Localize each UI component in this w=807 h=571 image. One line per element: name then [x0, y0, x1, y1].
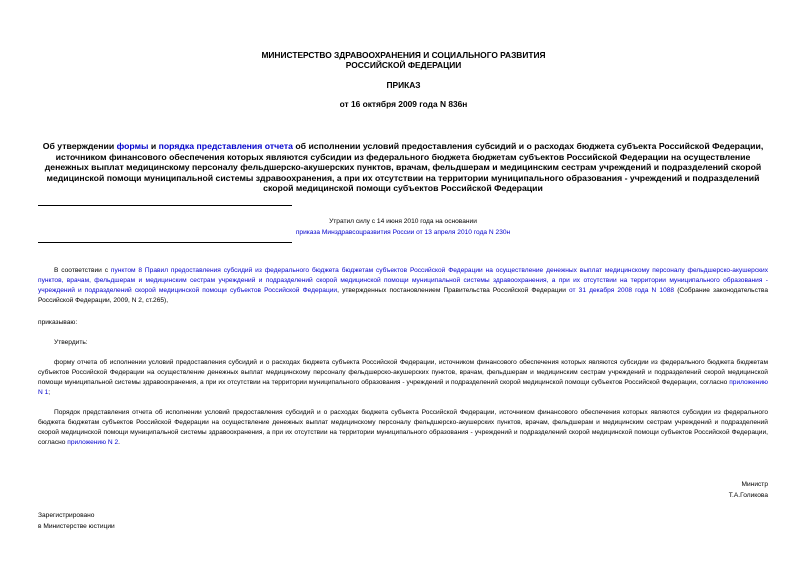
approve-word: Утвердить: — [54, 339, 88, 346]
form-end: ; — [48, 389, 51, 397]
order-word: приказываю: — [38, 319, 78, 326]
repeal-note: Утратил силу с 14 июня 2010 года на основании — [329, 218, 477, 225]
appendix-1-link[interactable]: приложению N 1 — [38, 379, 768, 397]
signatory-name: Т.А.Голикова — [728, 492, 768, 499]
title-and: и — [148, 141, 159, 151]
appendix-2-link[interactable]: приложению N 2 — [67, 439, 119, 447]
ministry-name-line-2: РОССИЙСКОЙ ФЕДЕРАЦИИ — [345, 60, 462, 70]
intro-paragraph — [38, 266, 768, 306]
repeal-link-line — [38, 228, 768, 237]
resolution-link[interactable]: от 31 декабря 2008 года N 1088 — [569, 287, 675, 295]
title-form-link[interactable]: формы — [116, 141, 149, 151]
order-date: от 16 октября 2009 года N 836н — [339, 99, 468, 109]
registration-line-1: Зарегистрировано — [38, 512, 95, 519]
intro-post: (Собрание законодательства Российской Федерации, 2009, N 2, ст.265), — [38, 287, 768, 305]
order-label: ПРИКАЗ — [386, 80, 421, 90]
repeal-order-link[interactable]: приказа Минздравсоцразвития России от 13 апреля 2010 года N 230н — [295, 229, 511, 236]
divider-bottom — [38, 242, 292, 243]
procedure-paragraph — [38, 408, 768, 448]
signatory-title: Министр — [741, 481, 768, 488]
title-rest: об исполнении условий предоставления субсидий и о расходах бюджета субъекта Российской Федерации, источником финансового обеспечения которых являются субсидии из федерального бюджета бюджетам субъектов Российской Федерации на осуществление денежных выплат медицинскому персоналу фельдшерско-акушерских пунктов, врачам, фельдшерам и медицинским сестрам учреждений и подразделений скорой медицинской помощи муниципальной системы здравоохранения, а при их отсутствии на территории муниципального образования - учреждений и подразделений скорой медицинской помощи субъектов Российской Федерации — [44, 141, 764, 194]
intro-mid: , утвержденных постановлением Правительства Российской Федерации — [337, 287, 570, 295]
ministry-name — [0, 50, 807, 70]
title-procedure-link[interactable]: порядка представления отчета — [158, 141, 293, 151]
intro-pre: В соответствии с — [54, 267, 111, 274]
procedure-end: . — [118, 439, 120, 447]
registration-line-2: в Министерстве юстиции — [38, 523, 115, 530]
ministry-name-line-1: МИНИСТЕРСТВО ЗДРАВООХРАНЕНИЯ И СОЦИАЛЬНОГО РАЗВИТИЯ — [261, 50, 546, 60]
form-text: форму отчета об исполнении условий предоставления субсидий и о расходах бюджета субъекта Российской Федерации, источником финансового обеспечения которых являются субсидии из федерального бюджета бюджетам субъектов Российской Федерации на осуществление денежных выплат медицинскому персоналу фельдшерско-акушерских пунктов, врачам, фельдшерам и медицинским сестрам учреждений и подразделений скорой медицинской помощи муниципальной системы здравоохранения, а при их отсутствии на территории муниципального образования - учреждений и подразделений скорой медицинской помощи субъектов Российской Федерации, согласно — [38, 359, 768, 387]
title-prefix: Об утверждении — [42, 141, 117, 151]
rules-link[interactable]: пунктом 8 Правил предоставления субсидий из федерального бюджета бюджетам субъектов Российской Федерации на осуществление денежных выплат медицинскому персоналу фельдшерско-акушерских пунктов, врачам, фельдшерам и медицинским сестрам учреждений и подразделений скорой медицинской помощи муниципальной системы здравоохранения, а при их отсутствии на территории муниципального образования - учреждений и подразделений скорой медицинской помощи субъектов Российской Федерации — [38, 267, 768, 295]
form-paragraph — [38, 358, 768, 398]
document-title — [38, 141, 768, 194]
divider-top — [38, 205, 292, 206]
procedure-text: Порядок представления отчета об исполнении условий предоставления субсидий и о расходах бюджета субъекта Российской Федерации, источником финансового обеспечения которых являются субсидии из федерального бюджета бюджетам субъектов Российской Федерации на осуществление денежных выплат медицинскому персоналу фельдшерско-акушерских пунктов, врачам, фельдшерам и медицинским сестрам учреждений и подразделений скорой медицинской помощи муниципальной системы здравоохранения, а при их отсутствии на территории муниципального образования - учреждений и подразделений скорой медицинской помощи субъектов Российской Федерации, согласно — [38, 409, 768, 447]
